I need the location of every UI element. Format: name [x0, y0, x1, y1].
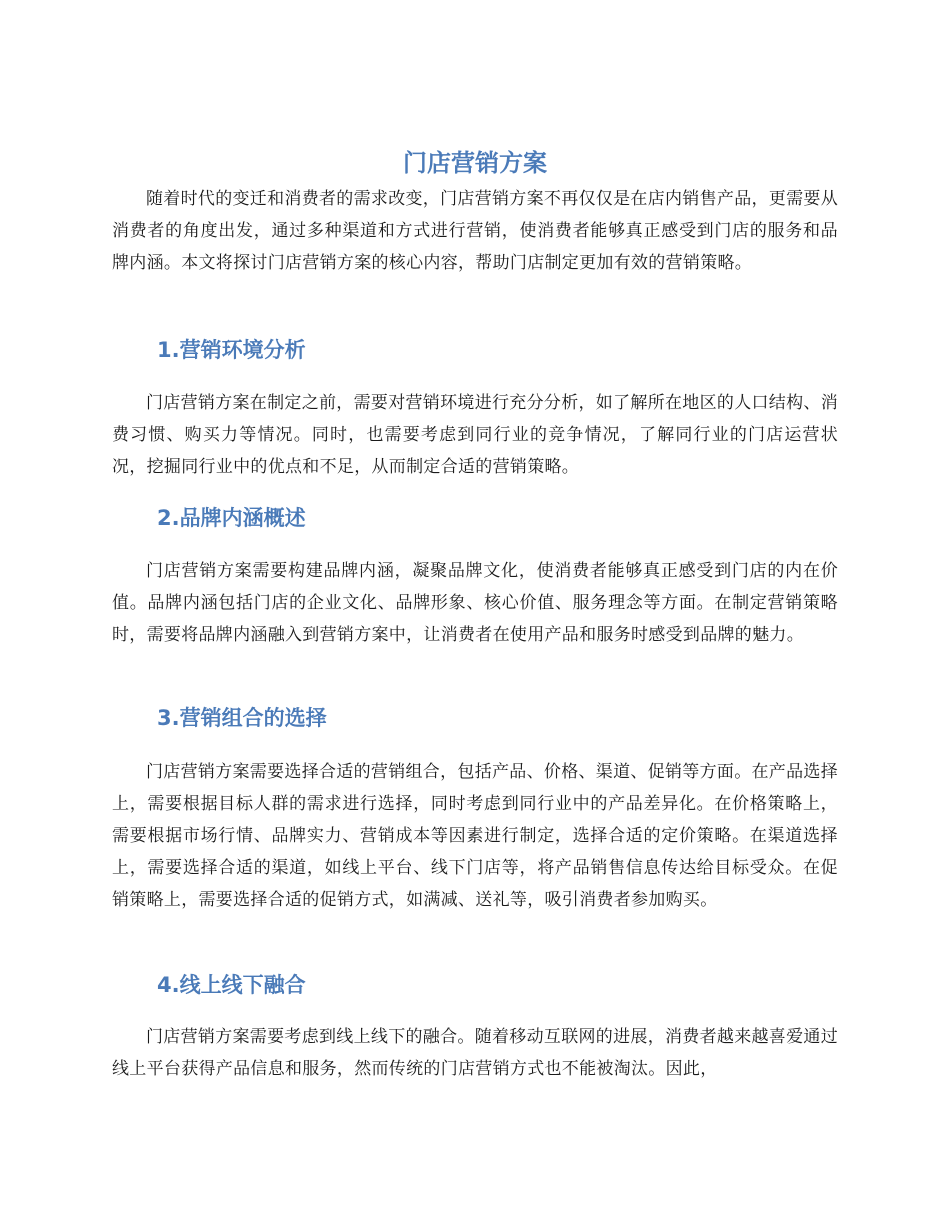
section-body-1: 门店营销方案在制定之前，需要对营销环境进行充分分析，如了解所在地区的人口结构、消费习惯、购买力等情况。同时，也需要考虑到同行业的竞争情况，了解同行业的门店运营状况，挖掘同行业中的优点和不足，从而制定合适的营销策略。 — [112, 393, 838, 477]
section-heading-1: 1.营销环境分析 — [157, 338, 306, 362]
section-body-3: 门店营销方案需要选择合适的营销组合，包括产品、价格、渠道、促销等方面。在产品选择上，需要根据目标人群的需求进行选择，同时考虑到同行业中的产品差异化。在价格策略上，需要根据市场行情、品牌实力、营销成本等因素进行制定，选择合适的定价策略。在渠道选择上，需要选择合适的渠道，如线上平台、线下门店等，将产品销售信息传达给目标受众。在促销策略上，需要选择合适的促销方式，如满减、送礼等，吸引消费者参加购买。 — [112, 762, 838, 910]
section-body-4: 门店营销方案需要考虑到线上线下的融合。随着移动互联网的进展，消费者越来越喜爱通过线上平台获得产品信息和服务，然而传统的门店营销方式也不能被淘汰。因此， — [112, 1027, 838, 1079]
section-heading-4: 4.线上线下融合 — [157, 973, 306, 997]
section-heading-3: 3.营销组合的选择 — [157, 706, 327, 730]
section-body-2: 门店营销方案需要构建品牌内涵，凝聚品牌文化，使消费者能够真正感受到门店的内在价值。品牌内涵包括门店的企业文化、品牌形象、核心价值、服务理念等方面。在制定营销策略时，需要将品牌内涵融入到营销方案中，让消费者在使用产品和服务时感受到品牌的魅力。 — [112, 561, 838, 645]
page-title: 门店营销方案 — [403, 149, 547, 177]
intro-paragraph: 随着时代的变迁和消费者的需求改变，门店营销方案不再仅仅是在店内销售产品，更需要从消费者的角度出发，通过多种渠道和方式进行营销，使消费者能够真正感受到门店的服务和品牌内涵。本文将探讨门店营销方案的核心内容，帮助门店制定更加有效的营销策略。 — [112, 189, 838, 273]
section-heading-2: 2.品牌内涵概述 — [157, 506, 306, 530]
